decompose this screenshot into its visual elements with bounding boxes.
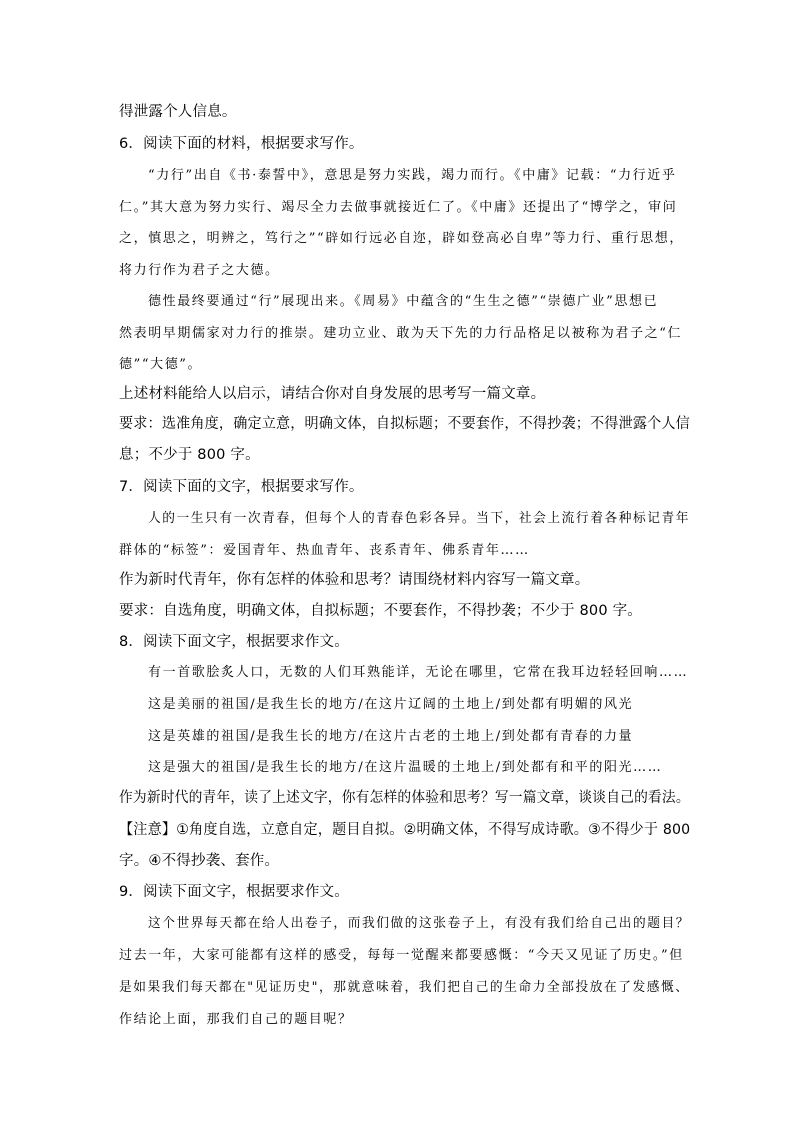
material-line: “力行”出自《书·泰誓中》，意思是努力实践，竭力而行。《中庸》记载：“力行近乎 [148, 168, 677, 183]
question-heading: 6．阅读下面的材料，根据要求写作。 [119, 136, 364, 152]
lyric-line: 这是强大的祖国/是我生长的地方/在这片温暖的土地上/到处都有和平的阳光…… [148, 760, 663, 775]
material-line: 德性最终要通过“行”展现出来。《周易》中蕴含的“生生之德”“崇德广业”思想已 [148, 294, 659, 309]
prompt-line: 上述材料能给人以启示，请结合你对自身发展的思考写一篇文章。 [119, 386, 546, 402]
material-line: 人的一生只有一次青春，但每个人的青春色彩各异。当下，社会上流行着各种标记青年 [148, 511, 691, 526]
notice-line: 字。④不得抄袭、套作。 [119, 853, 280, 869]
material-line: 群体的“标签”：爱国青年、热血青年、丧系青年、佛系青年…… [119, 543, 530, 558]
material-line: 是如果我们每天都在"见证历史"，那就意味着，我们把自己的生命力全部投放在了发感慨、 [119, 980, 690, 995]
requirement-line: 息；不少于 800 字。 [119, 447, 260, 463]
material-line: 过去一年，大家可能都有这样的感受，每每一觉醒来都要感慨：“今天又见证了历史。”但 [119, 948, 684, 963]
prompt-line: 作为新时代的青年，读了上述文字，你有怎样的体验和思考？写一篇文章，谈谈自己的看法。 [119, 790, 690, 806]
question-heading: 9．阅读下面文字，根据要求作文。 [119, 884, 349, 900]
text-line: 得泄露个人信息。 [119, 104, 237, 120]
lyric-line: 这是英雄的祖国/是我生长的地方/在这片古老的土地上/到处都有青春的力量 [148, 729, 634, 744]
material-line: 仁。”其大意为努力实行、竭尽全力去做事就接近仁了。《中庸》还提出了“博学之，审问 [119, 200, 678, 215]
prompt-line: 作为新时代青年，你有怎样的体验和思考？请围绕材料内容写一篇文章。 [119, 572, 590, 588]
requirement-line: 要求：选准角度，确定立意，明确文体，自拟标题；不要套作，不得抄袭；不得泄露个人信 [119, 416, 690, 432]
material-line: 德”“大德”。 [119, 357, 203, 372]
material-line: 有一首歌脍炙人口，无数的人们耳熟能详，无论在哪里，它常在我耳边轻轻回响…… [148, 665, 689, 680]
material-line: 然表明早期儒家对力行的推崇。建功立业、敢为天下先的力行品格足以被称为君子之“仁 [119, 326, 683, 341]
requirement-line: 要求：自选角度，明确文体，自拟标题；不要套作，不得抄袭；不少于 800 字。 [119, 603, 642, 619]
material-line: 这个世界每天都在给人出卷子，而我们做的这张卷子上，有没有我们给自己出的题目？ [148, 916, 691, 931]
material-line: 作结论上面，那我们自己的题目呢？ [119, 1012, 353, 1027]
material-line: 将力行作为君子之大德。 [119, 263, 280, 278]
material-line: 之，慎思之，明辨之，笃行之”“辟如行远必自迩，辟如登高必自卑”等力行、重行思想， [119, 231, 684, 246]
notice-line: 【注意】①角度自选，立意自定，题目自拟。②明确文体，不得写成诗歌。③不得少于 800 [119, 822, 691, 838]
question-heading: 8．阅读下面文字，根据要求作文。 [119, 634, 349, 650]
lyric-line: 这是美丽的祖国/是我生长的地方/在这片辽阔的土地上/到处都有明媚的风光 [148, 697, 634, 712]
question-heading: 7．阅读下面的文字，根据要求写作。 [119, 479, 364, 495]
